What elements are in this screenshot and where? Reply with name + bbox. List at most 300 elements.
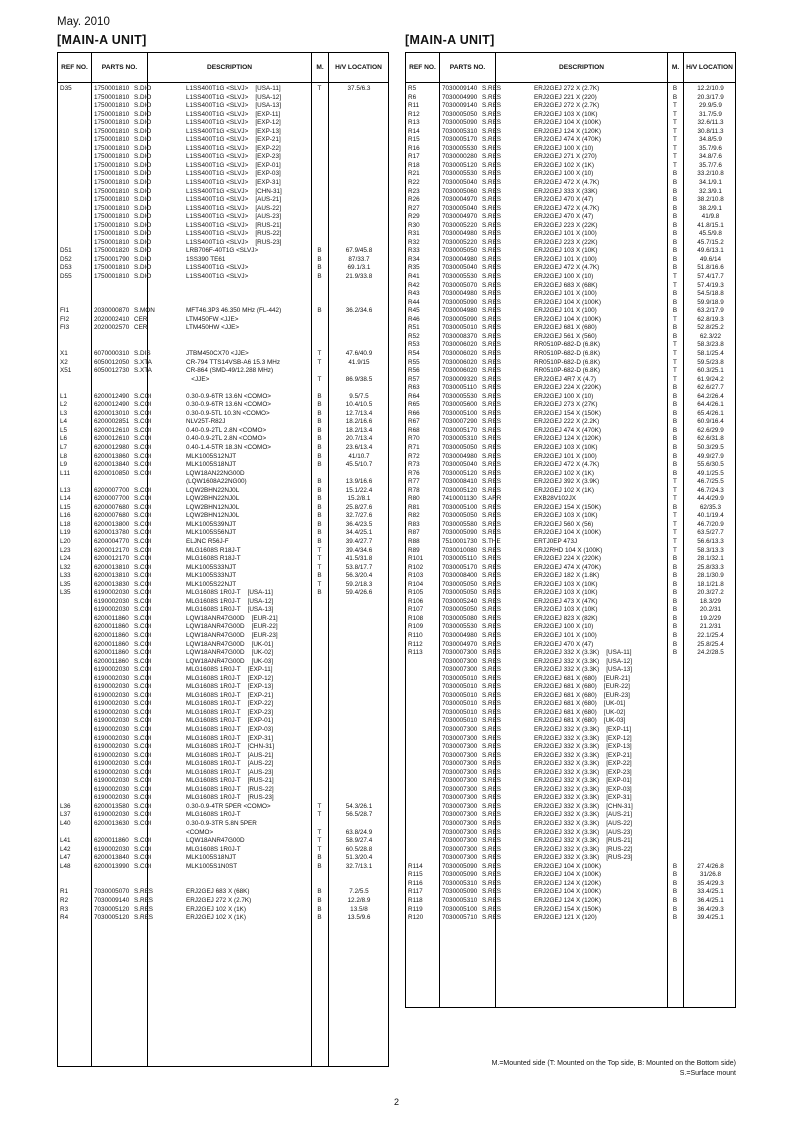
- parts-no: 6190002030: [94, 777, 130, 785]
- location: 24.2/28.5: [697, 649, 724, 657]
- ref-no: R45: [408, 307, 420, 315]
- mounted-side: B: [672, 298, 678, 306]
- category: S.RES: [482, 837, 502, 845]
- location: 19.2/29: [699, 614, 722, 622]
- location: 67.9/45.8: [345, 247, 373, 255]
- location: 56.6/13.3: [697, 537, 724, 545]
- description: CR-794 TTS14VSB-A6 15.3 MHz: [186, 358, 281, 366]
- table-row: [58, 153, 388, 162]
- category: S.COI: [134, 409, 152, 417]
- ref-no: R81: [408, 503, 420, 511]
- description: ERJ2GEJ 332 X (3.3K) [EXP-11]: [534, 726, 632, 734]
- description: ERJ2GEJ 474 X (470K): [534, 563, 601, 571]
- ref-no: R33: [408, 247, 420, 255]
- category: S.COI: [134, 580, 152, 588]
- mounted-side: B: [672, 879, 678, 887]
- category: S.DIO: [134, 273, 152, 281]
- ref-no: R88: [408, 537, 420, 545]
- mounted-side: B: [317, 854, 322, 862]
- table-row: [406, 453, 735, 462]
- table-row: [406, 777, 735, 786]
- mounted-side: B: [672, 426, 678, 434]
- category: S.RES: [482, 700, 502, 708]
- description: MLK1005S22NJT: [186, 580, 237, 588]
- category: S.DIO: [134, 85, 152, 92]
- table-row: [58, 598, 388, 607]
- mounted-side: B: [672, 632, 678, 639]
- category: S.COI: [134, 777, 152, 785]
- parts-no: 1750001810: [94, 153, 130, 161]
- location: 51.3/20.4: [345, 854, 373, 862]
- parts-no: 1750001810: [94, 238, 130, 246]
- table-row: [406, 401, 735, 410]
- category: S.COI: [134, 461, 152, 469]
- category: S.DIO: [134, 213, 152, 221]
- mounted-side: B: [317, 503, 322, 511]
- description: ERJ2GEJ 103 X (10K): [534, 512, 598, 520]
- category: S.RES: [482, 443, 502, 451]
- parts-no: 2020002570: [94, 324, 130, 332]
- category: S.RES: [482, 315, 502, 323]
- parts-no: 6200013840: [94, 461, 130, 469]
- ref-no: R78: [408, 486, 420, 494]
- parts-no: 6200012610: [94, 435, 130, 443]
- parts-no: 6190002030: [94, 785, 130, 793]
- table-row: [406, 461, 735, 470]
- table-row: [58, 359, 388, 368]
- ref-no: D55: [60, 273, 72, 281]
- description: ERJ2GEJ 332 X (3.3K) [USA-12]: [534, 657, 633, 665]
- ref-no: L36: [60, 802, 71, 810]
- location: 49.9/27.9: [697, 452, 724, 460]
- category: S.RES: [482, 572, 502, 580]
- table-row: [58, 623, 388, 632]
- location: 45.7/15.2: [697, 238, 724, 246]
- category: S.RES: [482, 426, 502, 434]
- description: LQW18ANR47G00D [EUR-22]: [186, 623, 278, 631]
- parts-no: 7030005600: [442, 401, 478, 409]
- table-row: [406, 735, 735, 744]
- parts-no: 7030005170: [442, 426, 478, 434]
- ref-no: R87: [408, 529, 420, 537]
- mounted-side: B: [672, 589, 678, 597]
- category: S.RES: [482, 503, 502, 511]
- parts-no: 7030004970: [442, 213, 478, 221]
- table-row: [58, 794, 388, 803]
- location: 30.8/11.3: [697, 127, 724, 135]
- description: MLG1608S 1R0J-T [EXP-01]: [186, 717, 273, 725]
- description: L1SS400T1G <SLVJ>: [186, 264, 249, 272]
- table-row: [406, 829, 735, 838]
- mounted-side: B: [317, 461, 322, 469]
- ref-no: R105: [408, 589, 424, 597]
- description: ERJ2GEJ 470 X (47): [534, 213, 594, 221]
- table-row: [58, 863, 388, 872]
- location: 22.1/25.4: [697, 632, 724, 639]
- table-row: [406, 119, 735, 128]
- parts-no: 6050012050: [94, 358, 130, 366]
- mounted-side: T: [673, 127, 677, 135]
- description: ERJ2GEJ 224 X (220K): [534, 384, 601, 392]
- mounted-side: B: [672, 905, 678, 913]
- description: 0.30-0.9-6TR 13.6N <COMO>: [186, 401, 271, 409]
- mounted-side: B: [672, 888, 678, 896]
- parts-no: 6200013630: [94, 820, 130, 828]
- table-row: [58, 846, 388, 855]
- ref-no: L37: [60, 811, 71, 819]
- parts-no: 7030005530: [442, 170, 478, 178]
- table-row: [406, 743, 735, 752]
- location: 62.6/27.7: [697, 384, 724, 392]
- parts-no: 7030007300: [442, 777, 478, 785]
- category: S.RES: [482, 452, 502, 460]
- table-row: [58, 589, 388, 598]
- mounted-side: B: [317, 426, 322, 434]
- mounted-side: B: [672, 580, 678, 588]
- table-row: [58, 658, 388, 667]
- ref-no: R107: [408, 606, 424, 614]
- category: S.RES: [482, 811, 502, 819]
- category: S.DIO: [134, 153, 152, 161]
- ref-no: R119: [408, 905, 423, 913]
- description: ERJ2GEJ 332 X (3.3K) [USA-11]: [534, 649, 632, 657]
- category: S.COI: [134, 854, 152, 862]
- parts-no: 1750001810: [94, 119, 130, 127]
- description: ERJ2GEJ 101 X (100): [534, 230, 597, 238]
- category: S.RES: [482, 614, 502, 622]
- table-row: [58, 367, 388, 376]
- description: ERJ2GEJ 332 X (3.3K) [RUS-22]: [534, 845, 633, 853]
- mounted-side: B: [672, 452, 678, 460]
- description: MLK1005S12NJT: [186, 452, 237, 460]
- mounted-side: B: [672, 597, 678, 605]
- location: 18.2/13.4: [345, 426, 373, 434]
- category: S.COI: [134, 640, 152, 648]
- parts-no: 6190002030: [94, 666, 130, 674]
- table-row: [406, 888, 735, 897]
- table-row: [58, 290, 388, 299]
- description: L1SS400T1G <SLVJ> [CHN-31]: [186, 187, 282, 195]
- category: S.RES: [482, 307, 502, 315]
- category: S.DIO: [134, 230, 152, 238]
- category: S.COI: [134, 512, 152, 520]
- table-row: [406, 264, 735, 273]
- description: ERJ2GEJ 332 X (3.3K) [EXP-12]: [534, 734, 632, 742]
- category: S.COI: [134, 632, 152, 639]
- description: ERJ2GEJ 681 X (680) [UK-02]: [534, 708, 626, 716]
- description: MLG1608S 1R0J-T [EXP-13]: [186, 683, 273, 691]
- parts-no: 6190002030: [94, 597, 130, 605]
- ref-no: R53: [408, 341, 420, 349]
- description: L1SS400T1G <SLVJ> [USA-13]: [186, 102, 282, 110]
- mounted-side: T: [673, 478, 677, 486]
- description: ERJ2GEJ 474 X (470K): [534, 136, 601, 144]
- table-row: [58, 769, 388, 778]
- mounted-side: B: [672, 204, 678, 212]
- parts-no: 7030005090: [442, 888, 478, 896]
- location: 12.7/13.4: [345, 409, 373, 417]
- table-row: [58, 299, 388, 308]
- description: LQW2BHN12NJ0L: [186, 512, 240, 520]
- category: S.RES: [482, 666, 502, 674]
- ref-no: L7: [60, 443, 68, 451]
- parts-no: 7030005120: [442, 486, 478, 494]
- ref-no: R26: [408, 196, 420, 204]
- description: MLG1608S 1R0J-T [EXP-22]: [186, 700, 273, 708]
- parts-no: 7030005050: [442, 589, 478, 597]
- mounted-side: B: [317, 888, 322, 896]
- description: MLG1608S R18J-T: [186, 555, 241, 563]
- table-row: [406, 880, 735, 889]
- table-row: [406, 213, 735, 222]
- table-row: [406, 393, 735, 402]
- table-row: [58, 632, 388, 641]
- table-row: [58, 615, 388, 624]
- category: S.RES: [482, 392, 502, 400]
- description: MLG1608S 1R0J-T [USA-11]: [186, 589, 273, 597]
- parts-no: 7030004980: [442, 290, 478, 298]
- parts-no: 2020002410: [94, 315, 130, 323]
- description: ERJ2GEJ 332 X (3.3K) [EXP-21]: [534, 751, 632, 759]
- parts-no: 7030007300: [442, 785, 478, 793]
- category: S.COI: [134, 614, 152, 622]
- ref-no: R57: [408, 375, 420, 383]
- parts-no: 7030005010: [442, 691, 478, 699]
- ref-no: R12: [408, 110, 420, 118]
- mounted-side: T: [317, 546, 322, 554]
- description: ERJ2GEJ 104 X (100K): [534, 862, 601, 870]
- ref-no: R120: [408, 914, 424, 922]
- mounted-side: B: [672, 418, 678, 426]
- ref-no: R51: [408, 324, 420, 332]
- category: S.RES: [482, 136, 502, 144]
- location: 15.2/8.1: [347, 495, 371, 503]
- parts-no: 7030005220: [442, 238, 478, 246]
- table-row: [406, 547, 735, 556]
- description: MLK1005S18NJT: [186, 854, 237, 862]
- table-row: [406, 478, 735, 487]
- parts-no: 7030007300: [442, 837, 478, 845]
- table-row: [406, 324, 735, 333]
- header-parts-no: PARTS NO.: [440, 53, 496, 82]
- parts-no: 7030005080: [442, 614, 478, 622]
- parts-no: 6190002030: [94, 845, 130, 853]
- parts-no: 6200012610: [94, 426, 130, 434]
- table-row: [406, 418, 735, 427]
- description: MLG1608S R18J-T: [186, 546, 241, 554]
- description: ERJ2RHD 104 X (100K): [534, 546, 603, 554]
- category: S.RES: [482, 871, 502, 879]
- description: ERJ2GEJ 101 X (100): [534, 452, 597, 460]
- description: ERJ2GEJ 104 X (100K): [534, 888, 601, 896]
- mounted-side: B: [317, 273, 322, 281]
- mounted-side: B: [672, 409, 678, 417]
- header-description: DESCRIPTION: [148, 53, 312, 82]
- location: 18.1/21.8: [697, 580, 724, 588]
- category: S.RES: [482, 238, 502, 246]
- ref-no: L9: [60, 461, 68, 469]
- description: MLG1608S 1R0J-T [EXP-21]: [186, 691, 273, 699]
- mounted-side: B: [672, 307, 678, 315]
- parts-no: 7030005090: [442, 871, 478, 879]
- category: S.RES: [482, 708, 502, 716]
- location: 59.5/23.8: [697, 358, 724, 366]
- location: 63.5/27.7: [697, 529, 724, 537]
- ref-no: L18: [60, 520, 71, 528]
- location: 60.3/25.1: [697, 367, 724, 375]
- table-row: [406, 769, 735, 778]
- category: S.RES: [482, 743, 502, 751]
- parts-no: 7030004980: [442, 255, 478, 263]
- category: S.RES: [482, 384, 502, 392]
- category: S.RES: [482, 683, 502, 691]
- description: ERJ2GEJ 223 X (22K): [534, 238, 598, 246]
- location: 45.5/9.8: [699, 230, 722, 238]
- table-row: [406, 564, 735, 573]
- parts-no: 6200011860: [94, 623, 129, 631]
- description: ERJ2GEJ 332 X (3.3K) [EXP-01]: [534, 777, 632, 785]
- table-row: [58, 752, 388, 761]
- table-row: [406, 555, 735, 564]
- location: 12.2/8.9: [347, 896, 371, 904]
- parts-no: 7030009320: [442, 375, 478, 383]
- ref-no: L6: [60, 435, 68, 443]
- mounted-side: B: [672, 914, 678, 922]
- mounted-side: T: [317, 555, 322, 563]
- ref-no: L8: [60, 452, 68, 460]
- parts-no: 6200011860: [94, 632, 129, 639]
- ref-no: R112: [408, 640, 423, 648]
- mounted-side: T: [317, 563, 322, 571]
- mounted-side: B: [672, 332, 678, 340]
- table-row: [406, 700, 735, 709]
- ref-no: R114: [408, 862, 423, 870]
- ref-no: R103: [408, 572, 424, 580]
- mounted-side: T: [317, 837, 322, 845]
- category: S.RES: [482, 580, 502, 588]
- location: 62.8/19.3: [697, 315, 724, 323]
- description: ERJ2GEJ 103 X (10K): [534, 443, 598, 451]
- table-row: [58, 307, 388, 316]
- description: ERJ2GEJ 154 X (150K): [534, 503, 601, 511]
- location: 34.4/25.1: [345, 529, 373, 537]
- parts-no: 6200011860: [94, 837, 129, 845]
- parts-no: 7030005310: [442, 879, 478, 887]
- description: MLK1005S18NJT: [186, 461, 237, 469]
- parts-no: 7030005070: [442, 281, 478, 289]
- category: S.RES: [482, 734, 502, 742]
- parts-no: 6190002030: [94, 726, 130, 734]
- parts-no: 7030005010: [442, 708, 478, 716]
- location: 28.1/32.1: [697, 555, 724, 563]
- category: S.COI: [134, 683, 152, 691]
- parts-no: 7030005090: [442, 298, 478, 306]
- table-row: [406, 581, 735, 590]
- table-row: [406, 435, 735, 444]
- table-row: [58, 324, 388, 333]
- description: 0.40-0.9-2TL 2.8N <COMO>: [186, 435, 267, 443]
- parts-no: 1750001810: [94, 187, 130, 195]
- parts-no: 6200013580: [94, 802, 130, 810]
- location: 62.3/22: [699, 332, 722, 340]
- location: 49.6/13.1: [697, 247, 724, 255]
- mounted-side: T: [673, 144, 677, 152]
- ref-no: R109: [408, 623, 424, 631]
- description: MLK1005S33NJT: [186, 572, 237, 580]
- location: 59.9/18.9: [697, 298, 724, 306]
- category: S.RES: [482, 255, 502, 263]
- mounted-side: T: [673, 110, 677, 118]
- description: ERJ2GEJ 103 X (10K): [534, 606, 598, 614]
- location: 53.8/17.7: [345, 563, 373, 571]
- parts-no: 1750001810: [94, 110, 130, 118]
- table-row: [58, 470, 388, 479]
- surface-mount-note: S.=Surface mount: [679, 1070, 736, 1077]
- ref-no: R70: [408, 435, 420, 443]
- table-row: [58, 102, 388, 111]
- mounted-side: T: [673, 495, 677, 503]
- description: L1SS400T1G <SLVJ> [EXP-31]: [186, 179, 281, 187]
- description: ERJ2GEJ 681 X (680) [UK-03]: [534, 717, 626, 725]
- ref-no: L1: [60, 392, 68, 400]
- mounted-side: T: [673, 341, 677, 349]
- location: 13.5/9.6: [347, 914, 371, 922]
- parts-no: 7030005220: [442, 221, 478, 229]
- description: ERJ2GEJ 102 X (1K): [186, 914, 246, 922]
- parts-no: 1750001810: [94, 93, 130, 101]
- parts-no: 7030007300: [442, 820, 478, 828]
- category: S.COI: [134, 845, 152, 853]
- ref-no: R72: [408, 452, 420, 460]
- category: S.COI: [134, 862, 152, 870]
- location: 54.3/26.1: [345, 802, 373, 810]
- parts-no: 7030005090: [442, 862, 478, 870]
- description: LQW18ANR47G00D [EUR-21]: [186, 614, 278, 622]
- mounted-side: B: [672, 85, 678, 92]
- ref-no: L20: [60, 537, 71, 545]
- description: ERJ2GEJ 124 X (120K): [534, 879, 601, 887]
- description: ERJ2GEJ 102 X (1K): [534, 486, 594, 494]
- mounted-side: B: [317, 486, 322, 494]
- description: L1SS400T1G <SLVJ> [USA-11]: [186, 85, 281, 92]
- location: 34.8/7.6: [699, 153, 722, 161]
- category: S.COI: [134, 691, 152, 699]
- mounted-side: T: [317, 580, 322, 588]
- mounted-side: T: [673, 119, 677, 127]
- mounted-side: T: [673, 367, 677, 375]
- mounted-side: B: [672, 649, 678, 657]
- location: 60.9/16.4: [697, 418, 724, 426]
- ref-no: L32: [60, 563, 71, 571]
- category: S.COI: [134, 768, 152, 776]
- table-row: [58, 478, 388, 487]
- parts-no: 7030007290: [442, 418, 478, 426]
- parts-no: 7030005050: [442, 606, 478, 614]
- table-row: [406, 666, 735, 675]
- description: RR0510P-682-D (6.8K): [534, 349, 600, 357]
- mounted-side: B: [672, 862, 678, 870]
- table-row: [406, 170, 735, 179]
- table-row: [406, 906, 735, 915]
- location: 63.8/24.9: [345, 828, 373, 836]
- category: S.RES: [482, 691, 502, 699]
- description: ERJ2GEJ 102 X (1K): [534, 161, 594, 169]
- table-row: [58, 538, 388, 547]
- parts-no: 6200013860: [94, 452, 130, 460]
- ref-no: L3: [60, 409, 68, 417]
- table-row: [58, 384, 388, 393]
- mounted-side: B: [317, 478, 322, 486]
